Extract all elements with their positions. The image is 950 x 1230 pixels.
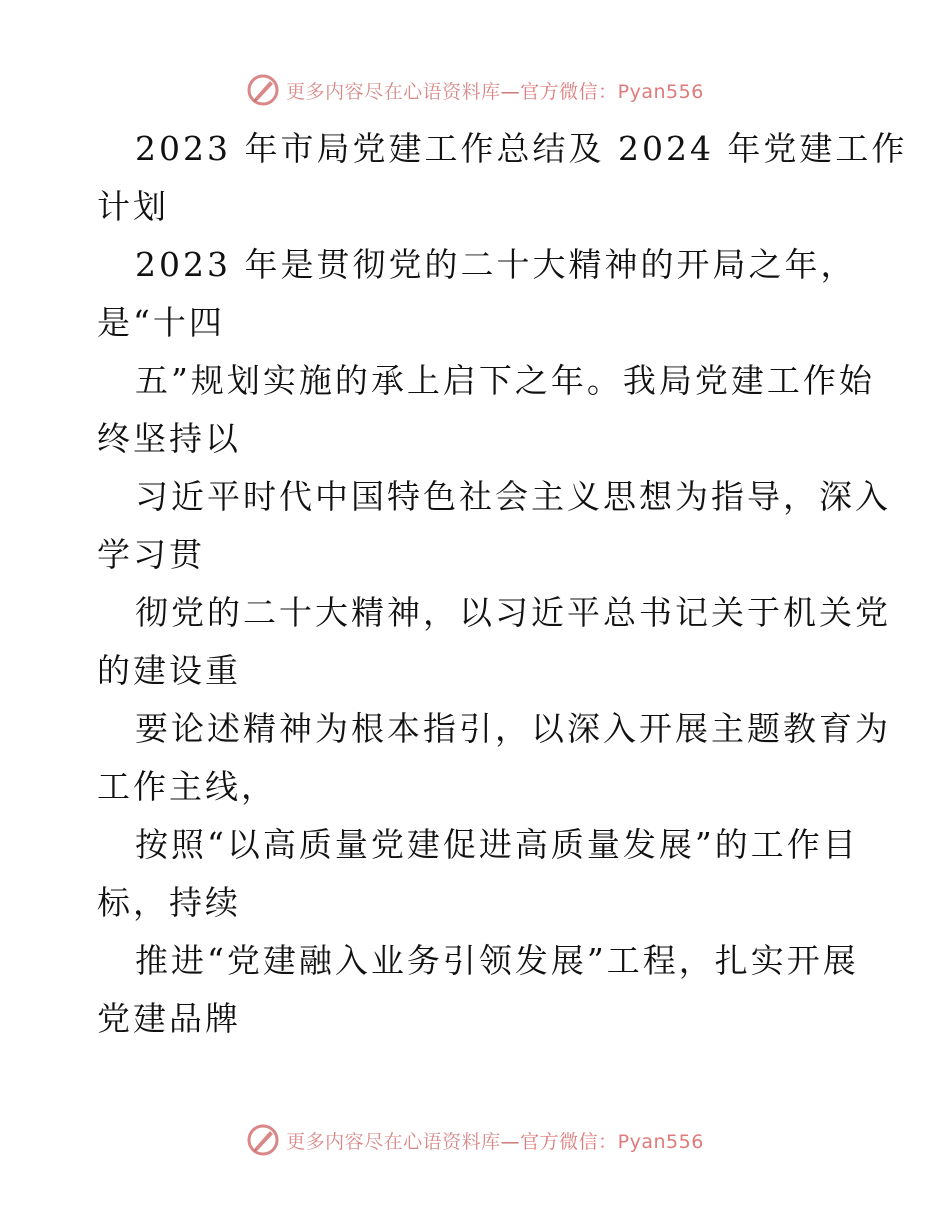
quill-pen-logo-icon	[246, 73, 280, 107]
text-line: 学习贯	[97, 535, 205, 574]
header-wechat-text: 官方微信：Pyan556	[520, 80, 704, 103]
text-line: 彻党的二十大精神，以习近平总书记关于机关党	[135, 593, 891, 632]
text-line: 推进“党建融入业务引领发展”工程，扎实开展	[135, 941, 859, 980]
text-line: 按照“以高质量党建促进高质量发展”的工作目	[135, 825, 859, 864]
text-line: 标，持续	[97, 883, 241, 922]
text-line: 是“十四	[97, 303, 225, 342]
quill-pen-logo-icon	[246, 1123, 280, 1157]
text-line: 五”规划实施的承上启下之年。我局党建工作始	[135, 361, 875, 400]
document-body	[97, 120, 908, 1048]
footer-separator: —	[500, 1130, 521, 1153]
text-line: 要论述精神为根本指引，以深入开展主题教育为	[135, 709, 891, 748]
text-line: 工作主线，	[97, 767, 277, 806]
footer-watermark	[0, 1120, 950, 1160]
footer-wechat-text: 官方微信：Pyan556	[520, 1130, 704, 1153]
header-separator: —	[500, 80, 521, 103]
text-line: 的建设重	[97, 651, 241, 690]
text-line: 2023 年是贯彻党的二十大精神的开局之年，	[135, 245, 857, 284]
text-line: 终坚持以	[97, 419, 241, 458]
header-watermark-text	[286, 77, 704, 104]
title-line-1: 2023 年市局党建工作总结及 2024 年党建工作	[135, 129, 908, 168]
title-line-2: 计划	[97, 187, 169, 226]
text-line: 习近平时代中国特色社会主义思想为指导，深入	[135, 477, 891, 516]
header-site-text: 更多内容尽在心语资料库	[286, 80, 501, 103]
header-watermark	[0, 70, 950, 110]
text-line: 党建品牌	[97, 999, 241, 1038]
footer-watermark-text	[286, 1127, 704, 1154]
footer-site-text: 更多内容尽在心语资料库	[286, 1130, 501, 1153]
